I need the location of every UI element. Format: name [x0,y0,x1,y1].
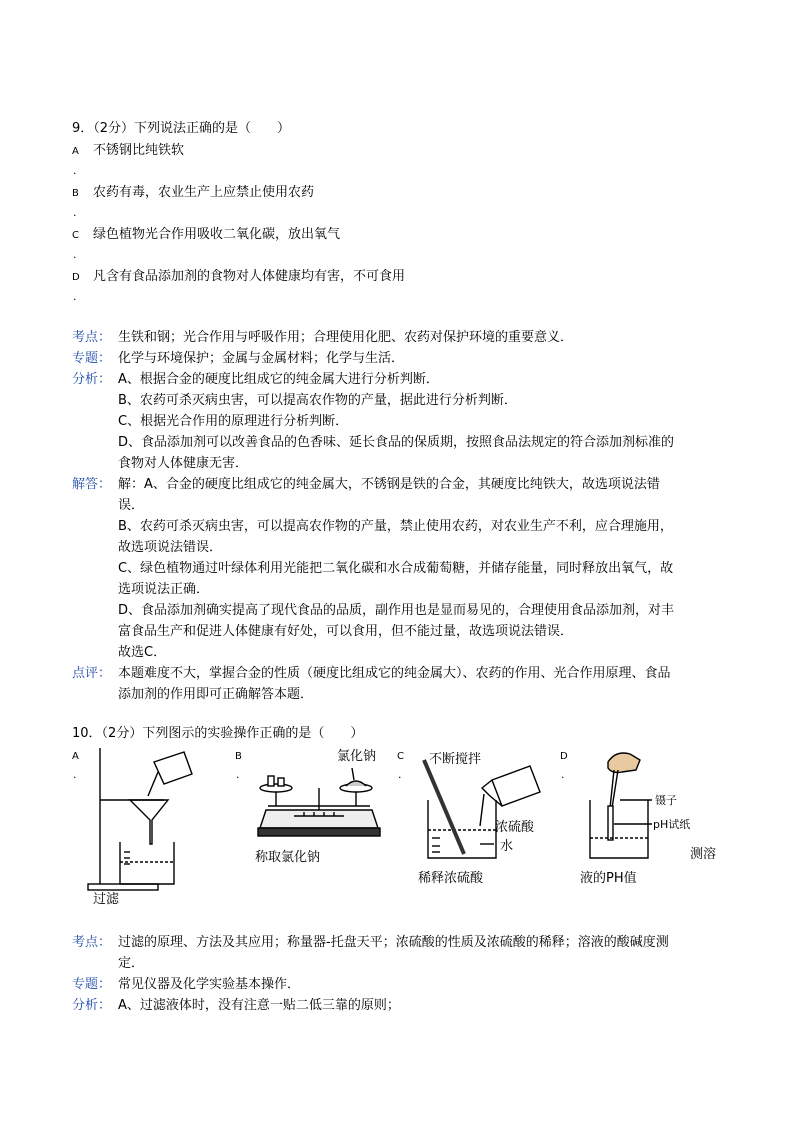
q9-kaodian-label: 考点： [72,330,112,345]
q9-jieda-line: D、食品添加剂确实提高了现代食品的品质，副作用也是显而易见的，合理使用食品添加剂，对丰 [118,603,675,618]
q9-jieda-line: 误． [118,498,145,513]
q9-jieda-line: C、绿色植物通过叶绿体利用光能把二氧化碳和水合成葡萄糖，并储存能量，同时释放出氧气，故 [118,561,674,576]
q10-option-c-dot: . [398,768,402,781]
q10-option-c-letter: C [397,751,404,762]
q9-option-d-letter: D [72,272,80,283]
q9-title: 9．（2分）下列说法正确的是（ ） [72,121,291,136]
q9-zhuanti-text: 化学与环境保护；金属与金属材料；化学与生活． [118,351,405,366]
q9-zhuanti-label: 专题： [72,351,112,366]
q9-kaodian-text: 生铁和钢；光合作用与呼吸作用；合理使用化肥、农药对保护环境的重要意义． [118,330,574,345]
ph-caption: 液的PH值 [580,871,637,886]
filtration-caption: 过滤 [93,892,120,907]
q9-fenxi-line: D、食品添加剂可以改善食品的色香味、延长食品的保质期，按照食品法规定的符合添加剂标准的 [118,435,675,450]
q9-option-b-dot: . [73,206,77,219]
q9-jieda-line: B、农药可杀灭病虫害，可以提高农作物的产量，禁止使用农药，对农业生产不利，应合理施用， [118,519,673,534]
q9-option-c-text: 绿色植物光合作用吸收二氧化碳，放出氧气 [93,227,341,242]
balance-caption: 称取氯化钠 [255,850,321,865]
q9-jieda-line: 故选项说法错误． [118,540,223,555]
q10-zhuanti-text: 常见仪器及化学实验基本操作． [118,977,301,992]
q10-fenxi-text: A、过滤液体时，没有注意一贴二低三靠的原则； [118,998,400,1013]
q9-jieda-line: 故选C． [118,645,167,660]
q9-fenxi-label: 分析： [72,372,112,387]
q10-kaodian-line: 定． [118,956,145,971]
q10-zhuanti-label: 专题： [72,977,112,992]
ph-label-strip: pH试纸 [653,818,691,831]
q9-option-a-text: 不锈钢比纯铁软 [93,143,185,158]
q9-option-b-text: 农药有毒，农业生产上应禁止使用农药 [93,185,315,200]
ph-label-tweezers: 镊子 [655,794,677,807]
q9-fenxi-line: B、农药可杀灭病虫害，可以提高农作物的产量，据此进行分析判断． [118,393,517,408]
dilution-label-stir: 不断搅拌 [429,752,482,767]
q9-jieda-line: 富食品生产和促进人体健康有好处，可以食用，但不能过量，故选项说法错误． [118,624,574,639]
filtration-figure [84,744,204,894]
q9-fenxi-line: A、根据合金的硬度比组成它的纯金属大进行分析判断． [118,372,439,387]
q9-dianping-line: 添加剂的作用即可正确解答本题． [118,687,314,702]
q10-option-d-letter: D [560,751,568,762]
q9-dianping-line: 本题难度不大，掌握合金的性质（硬度比组成它的纯金属大）、农药的作用、光合作用原理、食品 [118,666,671,681]
q10-option-a-letter: A [72,751,79,762]
q9-jieda-line: 解：A、合金的硬度比组成它的纯金属大，不锈钢是铁的合金，其硬度比纯铁大，故选项说法错 [118,477,660,492]
q10-option-b-letter: B [235,751,242,762]
q9-option-c-dot: . [73,248,77,261]
q9-option-a-letter: A [72,146,79,157]
q9-option-c-letter: C [72,230,79,241]
q9-fenxi-line: 食物对人体健康无害． [118,456,249,471]
q10-option-d-dot: . [561,768,565,781]
q9-option-d-dot: . [73,290,77,303]
q10-option-a-dot: . [73,768,77,781]
dilution-label-acid: 浓硫酸 [495,820,535,835]
ph-caption-tail: 测溶 [690,847,717,862]
q9-option-d-text: 凡含有食品添加剂的食物对人体健康均有害，不可食用 [93,269,406,284]
ph-test-figure [586,748,706,866]
balance-label-nacl: 氯化钠 [337,749,377,764]
q10-kaodian-label: 考点： [72,935,112,950]
q9-fenxi-line: C、根据光合作用的原理进行分析判断． [118,414,349,429]
q9-option-b-letter: B [72,188,79,199]
q9-jieda-line: 选项说法正确． [118,582,210,597]
dilution-label-water: 水 [500,839,514,854]
q9-option-a-dot: . [73,164,77,177]
q10-kaodian-line: 过滤的原理、方法及其应用；称量器-托盘天平；浓硫酸的性质及浓硫酸的稀释；溶液的酸碱度测 [118,935,669,950]
q10-fenxi-label: 分析： [72,998,112,1013]
dilution-caption: 稀释浓硫酸 [418,871,484,886]
q10-option-b-dot: . [236,768,240,781]
q9-dianping-label: 点评： [72,666,112,681]
q10-title: 10．（2分）下列图示的实验操作正确的是（ ） [72,726,364,741]
q9-jieda-label: 解答： [72,477,112,492]
